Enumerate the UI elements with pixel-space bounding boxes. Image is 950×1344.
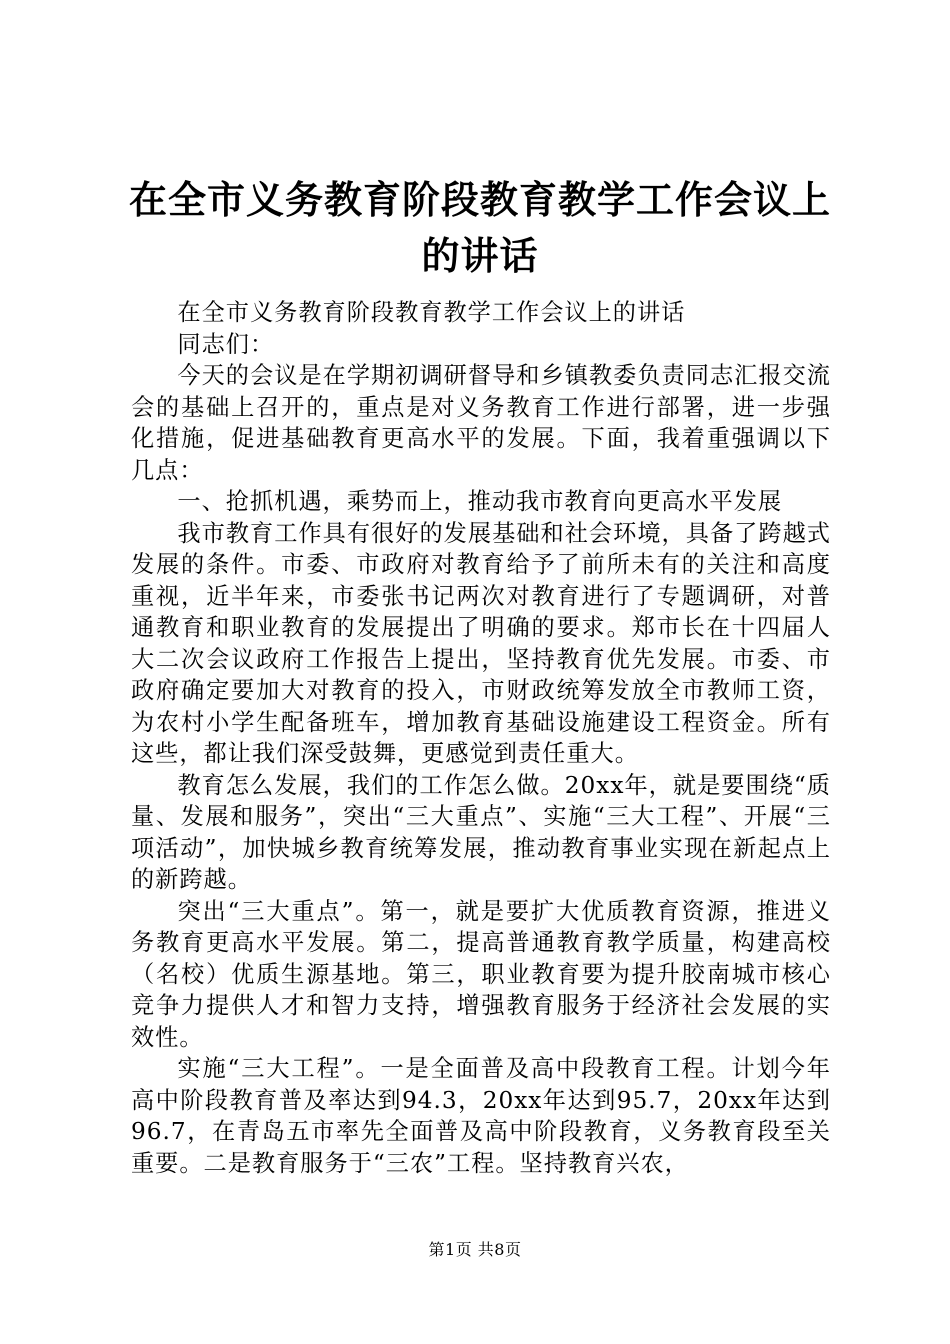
page-footer: 第1页 共8页 xyxy=(428,1240,522,1259)
paragraph-intro: 今天的会议是在学期初调研督导和乡镇教委负责同志汇报交流会的基础上召开的，重点是对义务教育工作进行部署，进一步强化措施，促进基础教育更高水平的发展。下面，我着重强调以下几点： xyxy=(131,362,831,484)
paragraph-salutation: 同志们： xyxy=(177,330,275,358)
section-heading-1: 一、抢抓机遇，乘势而上，推动我市教育向更高水平发展 xyxy=(177,488,783,515)
paragraph-body: 教育怎么发展，我们的工作怎么做。20xx年，就是要围绕“质量、发展和服务”，突出“三大重点”、实施“三大工程”、开展“三项活动”，加快城乡教育统筹发展，推动教育事业实现在新起点上的新跨越。 xyxy=(131,771,831,893)
paragraph-body: 突出“三大重点”。第一，就是要扩大优质教育资源，推进义务教育更高水平发展。第二，提高普通教育教学质量，构建高校（名校）优质生源基地。第三，职业教育要为提升胶南城市核心竞争力提供人才和智力支持，增强教育服务于经济社会发展的实效性。 xyxy=(131,897,831,1051)
document-body xyxy=(131,297,831,1179)
paragraph-body: 我市教育工作具有很好的发展基础和社会环境，具备了跨越式发展的条件。市委、市政府对教育给予了前所未有的关注和高度重视，近半年来，市委张书记两次对教育进行了专题调研，对普通教育和职业教育的发展提出了明确的要求。郑市长在十四届人大二次会议政府工作报告上提出，坚持教育优先发展。市委、市政府确定要加大对教育的投入，市财政统筹发放全市教师工资，为农村小学生配备班车，增加教育基础设施建设工程资金。所有这些，都让我们深受鼓舞，更感觉到责任重大。 xyxy=(131,519,831,767)
paragraph-body: 实施“三大工程”。一是全面普及高中段教育工程。计划今年高中阶段教育普及率达到94.3，20xx年达到95.7，20xx年达到96.7，在青岛五市率先全面普及高中阶段教育，义务教育段至关重要。二是教育服务于“三农”工程。坚持教育兴农， xyxy=(131,1055,831,1177)
paragraph-subtitle: 在全市义务教育阶段教育教学工作会议上的讲话 xyxy=(177,299,686,326)
document-title: 在全市义务教育阶段教育教学工作会议上的讲话 xyxy=(128,178,831,278)
